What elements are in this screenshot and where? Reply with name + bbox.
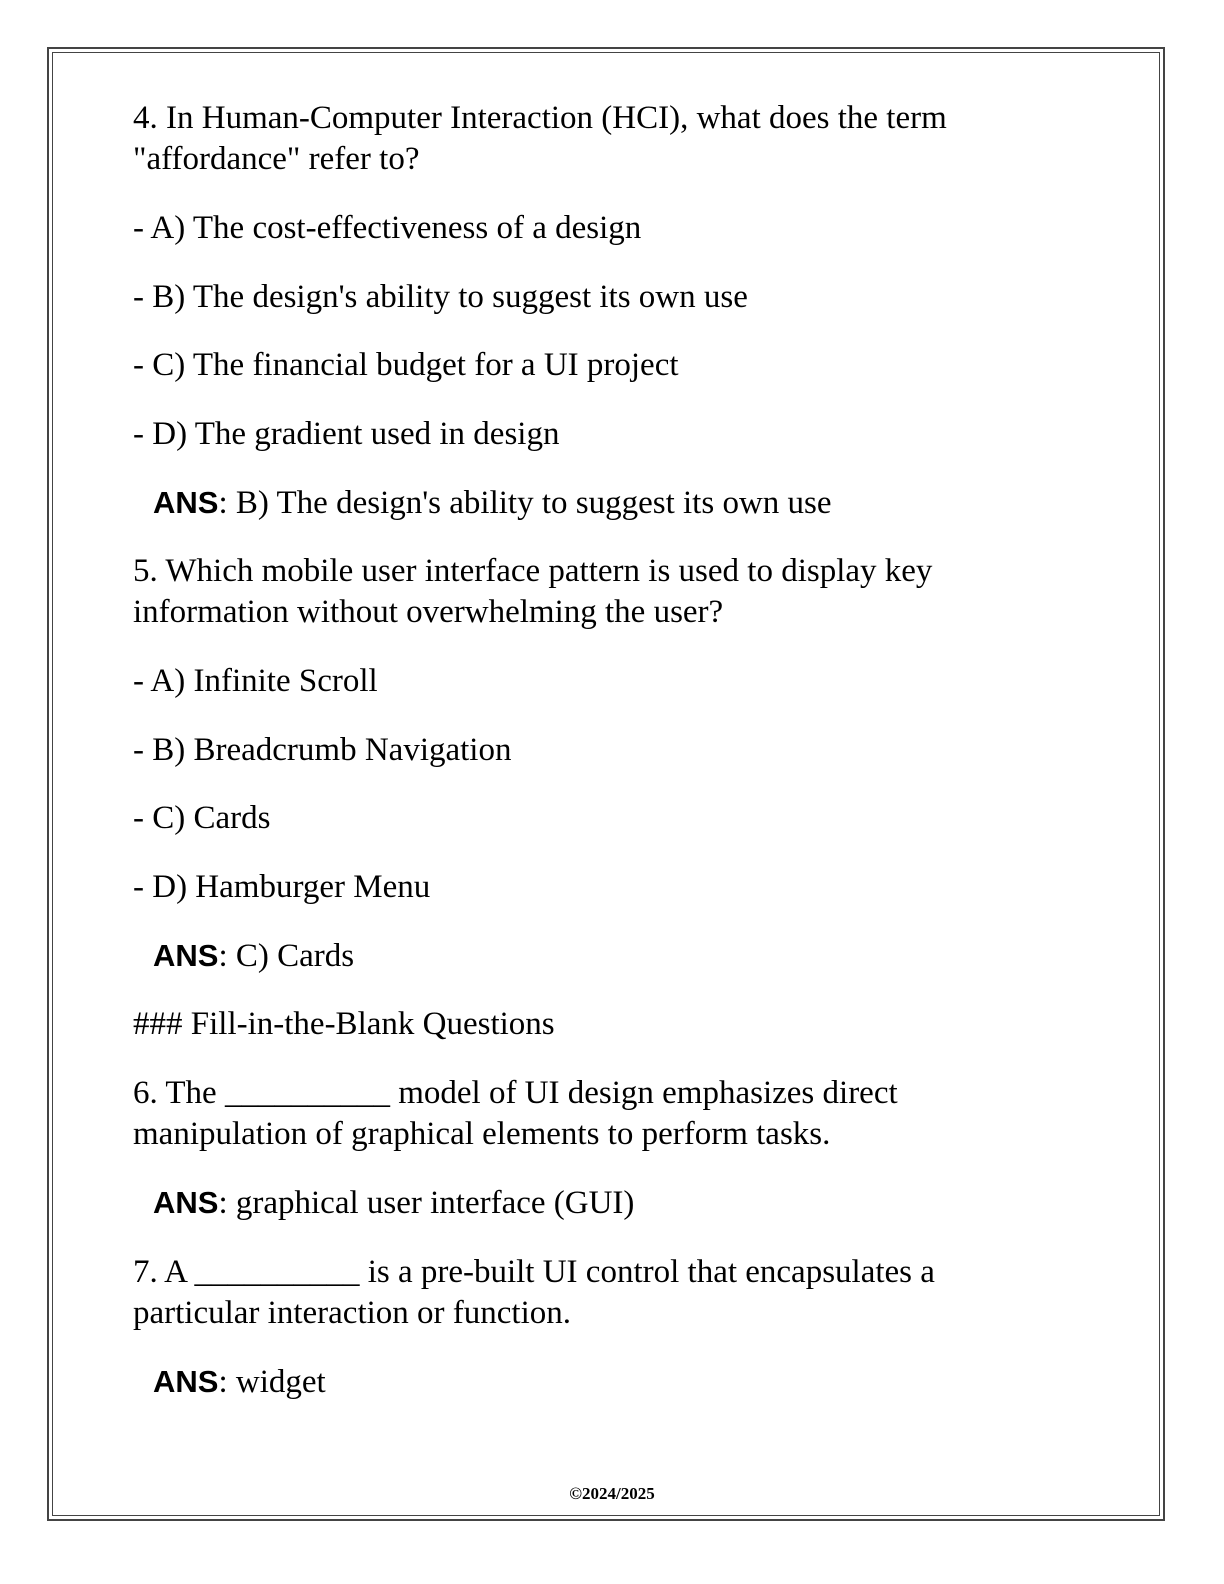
- question-5-option-c: - C) Cards: [133, 800, 271, 836]
- answer-label: ANS: [153, 938, 219, 973]
- answer-text: : widget: [218, 1364, 326, 1400]
- answer-text: : B) The design's ability to suggest its own use: [218, 485, 832, 521]
- question-4-answer: [153, 482, 832, 524]
- question-6-text-line-2: manipulation of graphical elements to perform tasks.: [133, 1116, 831, 1152]
- question-5-option-a: - A) Infinite Scroll: [133, 663, 378, 699]
- question-5-text-line-2: information without overwhelming the user?: [133, 594, 724, 630]
- question-4-option-d: - D) The gradient used in design: [133, 416, 560, 452]
- question-4-option-c: - C) The financial budget for a UI project: [133, 347, 679, 383]
- question-6-answer: [153, 1182, 634, 1224]
- answer-text: : graphical user interface (GUI): [218, 1185, 635, 1221]
- question-5-answer: [153, 935, 354, 977]
- answer-label: ANS: [153, 1364, 219, 1399]
- question-4-text-line-1: 4. In Human-Computer Interaction (HCI), what does the term: [133, 100, 947, 136]
- question-5-option-d: - D) Hamburger Menu: [133, 869, 431, 905]
- answer-label: ANS: [153, 485, 219, 520]
- question-5-option-b: - B) Breadcrumb Navigation: [133, 732, 512, 768]
- question-4-option-a: - A) The cost-effectiveness of a design: [133, 210, 642, 246]
- answer-text: : C) Cards: [218, 938, 355, 974]
- question-7-answer: [153, 1361, 326, 1403]
- answer-label: ANS: [153, 1185, 219, 1220]
- question-4-text-line-2: "affordance" refer to?: [133, 141, 420, 177]
- question-5-text-line-1: 5. Which mobile user interface pattern is used to display key: [133, 553, 933, 589]
- question-6-text-line-1: 6. The __________ model of UI design emphasizes direct: [133, 1075, 898, 1111]
- question-7-text-line-1: 7. A __________ is a pre-built UI control that encapsulates a: [133, 1254, 935, 1290]
- question-7-text-line-2: particular interaction or function.: [133, 1295, 571, 1331]
- section-heading: ### Fill-in-the-Blank Questions: [133, 1006, 555, 1042]
- question-4-option-b: - B) The design's ability to suggest its own use: [133, 279, 748, 315]
- copyright-footer: ©2024/2025: [569, 1484, 655, 1503]
